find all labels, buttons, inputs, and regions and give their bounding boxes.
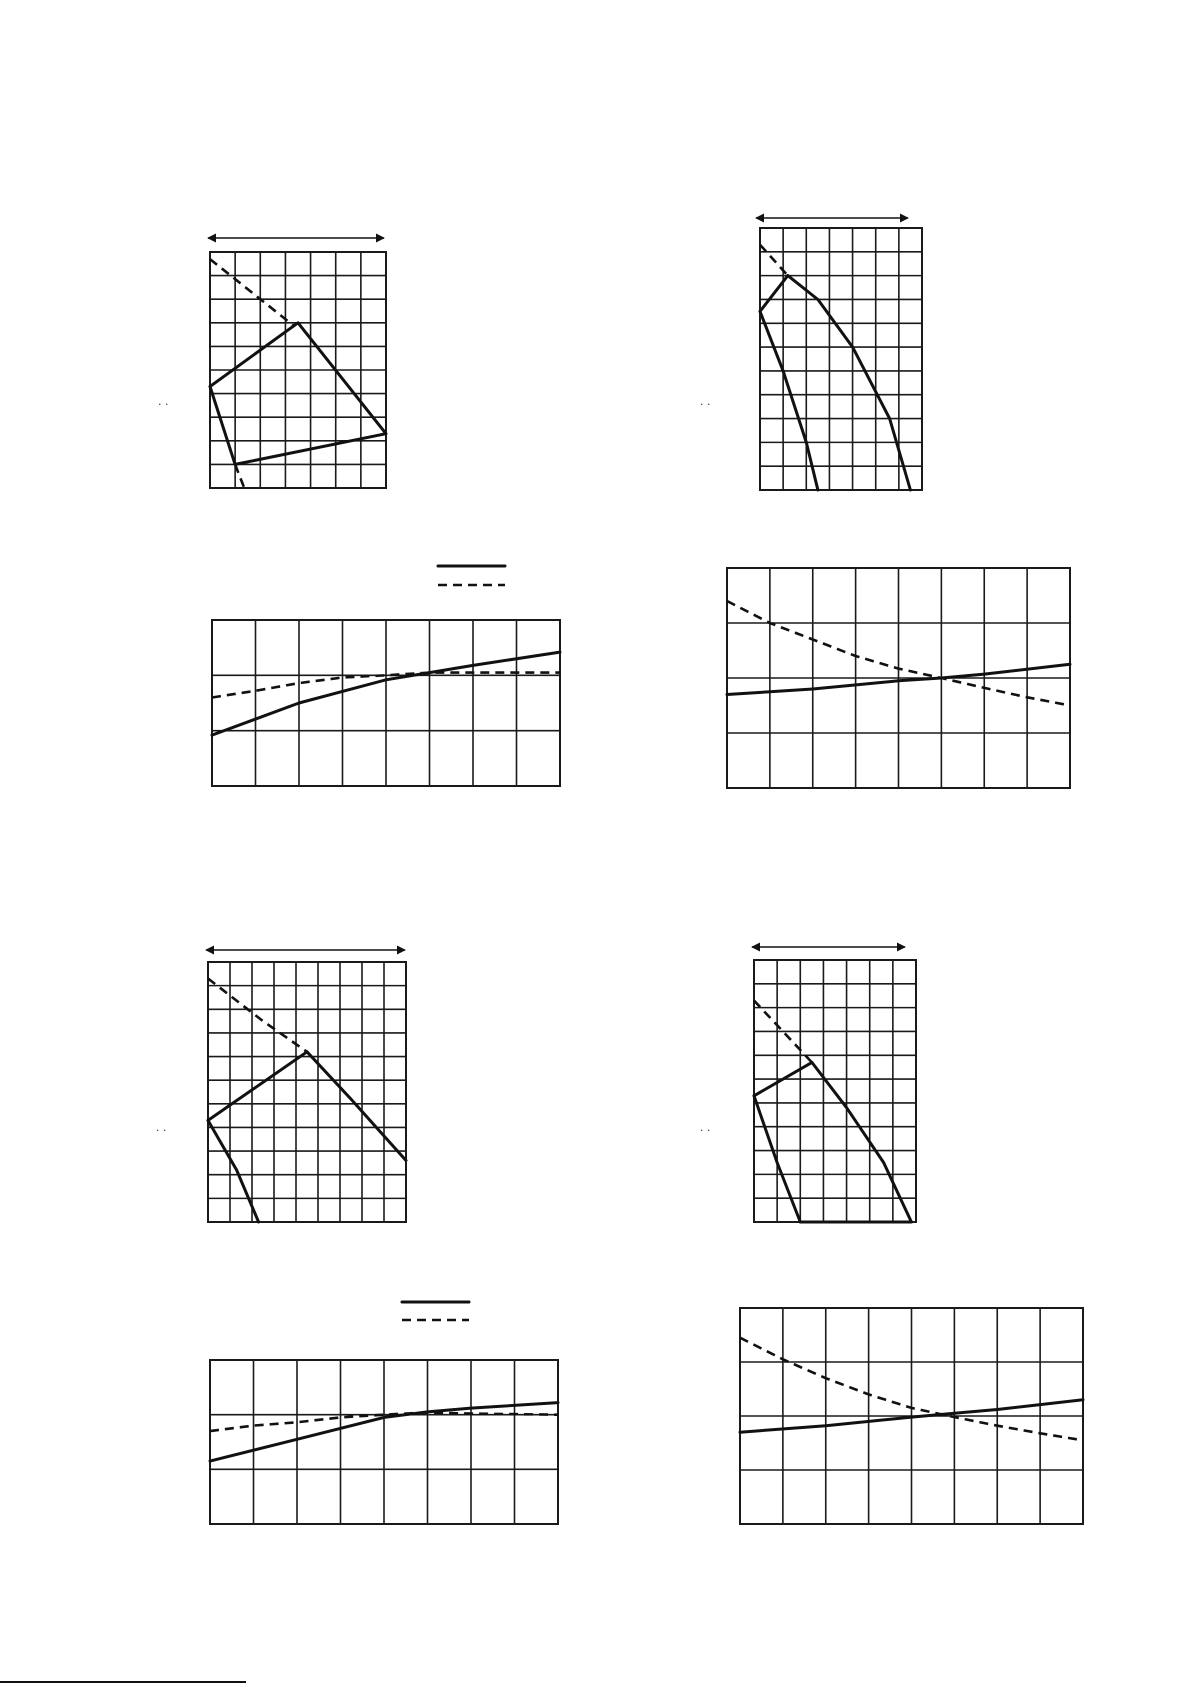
envelope-chart-4 xyxy=(754,960,916,1222)
envelope-chart-1 xyxy=(210,252,386,490)
solid-series-line-2 xyxy=(307,1052,406,1161)
legend-1 xyxy=(438,566,505,585)
correction-chart-1 xyxy=(212,620,560,786)
legend-2 xyxy=(402,1302,469,1320)
dashed-series-line-4 xyxy=(208,979,307,1052)
correction-chart-2 xyxy=(727,568,1070,788)
solid-series-line-1 xyxy=(208,1052,307,1121)
dashed-series-line-2 xyxy=(210,259,293,325)
axis-mark-4: · · xyxy=(700,1124,711,1137)
correction-chart-3 xyxy=(210,1360,558,1524)
envelope-chart-2 xyxy=(760,228,922,490)
correction-chart-4 xyxy=(740,1308,1083,1524)
axis-mark-2: · · xyxy=(700,398,711,411)
solid-series-line-2 xyxy=(760,311,818,490)
envelope-chart-3 xyxy=(208,962,406,1222)
solid-series-line-3 xyxy=(208,1120,259,1222)
axis-mark-3: · · xyxy=(156,1124,167,1137)
dashed-series-line-3 xyxy=(235,464,245,490)
axis-mark-1: · · xyxy=(158,398,169,411)
